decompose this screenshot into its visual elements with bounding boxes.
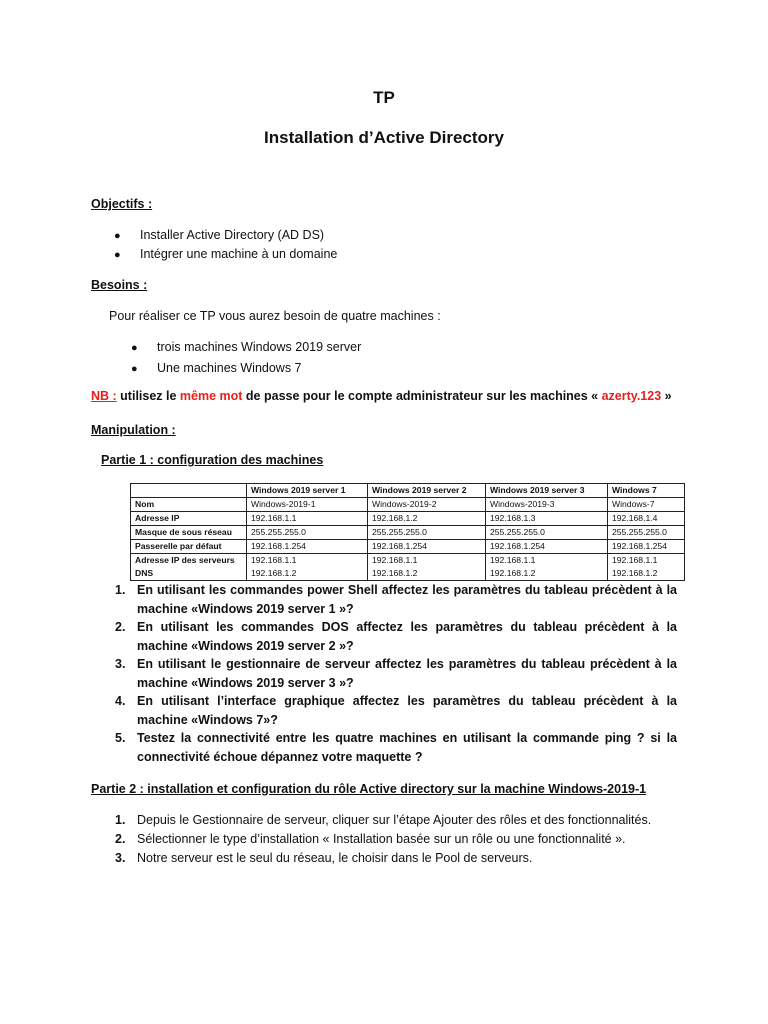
nb-note: NB : utilisez le même mot de passe pour le compte administrateur sur les machines « azerty.123 » — [91, 389, 672, 403]
table-header-row — [131, 484, 685, 498]
step-item: 2. Sélectionner le type d’installation « Installation basée sur un rôle ou une fonctionnalité ». — [115, 832, 626, 846]
manipulation-heading: Manipulation : — [91, 423, 176, 437]
document-title: TP — [373, 88, 395, 107]
objectif-item: ● Installer Active Directory (AD DS) — [114, 228, 325, 242]
nb-label: NB : — [91, 389, 117, 403]
table-header-cell: Windows 2019 server 1 — [247, 484, 368, 498]
question-item: 1. En utilisant les commandes power Shell affectez les paramètres du tableau précèdent à la machine «Windows 2019 server 1 »? — [115, 583, 677, 616]
bullet-icon: ● — [114, 249, 121, 261]
table-header-cell: Windows 2019 server 2 — [368, 484, 486, 498]
table-header-cell: Windows 7 — [608, 484, 685, 498]
bullet-icon: ● — [114, 230, 121, 242]
bullet-icon: ● — [131, 363, 138, 375]
besoins-heading: Besoins : — [91, 278, 148, 292]
partie2-heading: Partie 2 : installation et configuration du rôle Active directory sur la machine Windows-2019-1 — [91, 782, 647, 796]
step-item: 1. Depuis le Gestionnaire de serveur, cliquer sur l’étape Ajouter des rôles et des fonctionnalités. — [115, 813, 652, 827]
table-row: Masque de sous réseau 255.255.255.0 255.255.255.0 255.255.255.0 255.255.255.0 — [131, 526, 685, 540]
table-row: DNS 192.168.1.2 192.168.1.2 192.168.1.2 192.168.1.2 — [131, 567, 685, 581]
question-item: 4. En utilisant l’interface graphique affectez les paramètres du tableau précèdent à la machine «Windows 7»? — [115, 694, 677, 727]
config-table — [130, 483, 685, 581]
partie1-questions — [100, 581, 677, 766]
besoins-intro: Pour réaliser ce TP vous aurez besoin de quatre machines : — [109, 309, 441, 323]
bullet-icon: ● — [131, 342, 138, 354]
besoin-item: ● Une machines Windows 7 — [131, 361, 302, 375]
partie1-heading: Partie 1 : configuration des machines — [101, 453, 324, 467]
table-row: Nom Windows-2019-1 Windows-2019-2 Windows-2019-3 Windows-7 — [131, 498, 685, 512]
table-row: Adresse IP des serveurs 192.168.1.1 192.168.1.1 192.168.1.1 192.168.1.1 — [131, 554, 685, 568]
table-header-cell: Windows 2019 server 3 — [486, 484, 608, 498]
step-item: 3. Notre serveur est le seul du réseau, le choisir dans le Pool de serveurs. — [115, 851, 533, 865]
nb-password: azerty.123 — [601, 389, 662, 403]
question-item: 5. Testez la connectivité entre les quatre machines en utilisant la commande ping ? si la connectivité échoue dépannez votre maquette ? — [115, 731, 677, 764]
question-item: 2. En utilisant les commandes DOS affectez les paramètres du tableau précèdent à la machine «Windows 2019 server 2 »? — [115, 620, 677, 653]
objectif-item: ● Intégrer une machine à un domaine — [114, 247, 338, 261]
partie2-steps — [100, 811, 700, 868]
document-subtitle: Installation d’Active Directory — [264, 128, 504, 147]
question-item: 3. En utilisant le gestionnaire de serveur affectez les paramètres du tableau précèdent à la machine «Windows 2019 server 3 »? — [115, 657, 677, 690]
nb-highlight: même mot — [179, 389, 243, 403]
besoin-item: ● trois machines Windows 2019 server — [131, 340, 362, 354]
table-row: Adresse IP 192.168.1.1 192.168.1.2 192.168.1.3 192.168.1.4 — [131, 512, 685, 526]
objectifs-heading: Objectifs : — [91, 197, 153, 211]
table-row: Passerelle par défaut 192.168.1.254 192.168.1.254 192.168.1.254 192.168.1.254 — [131, 540, 685, 554]
